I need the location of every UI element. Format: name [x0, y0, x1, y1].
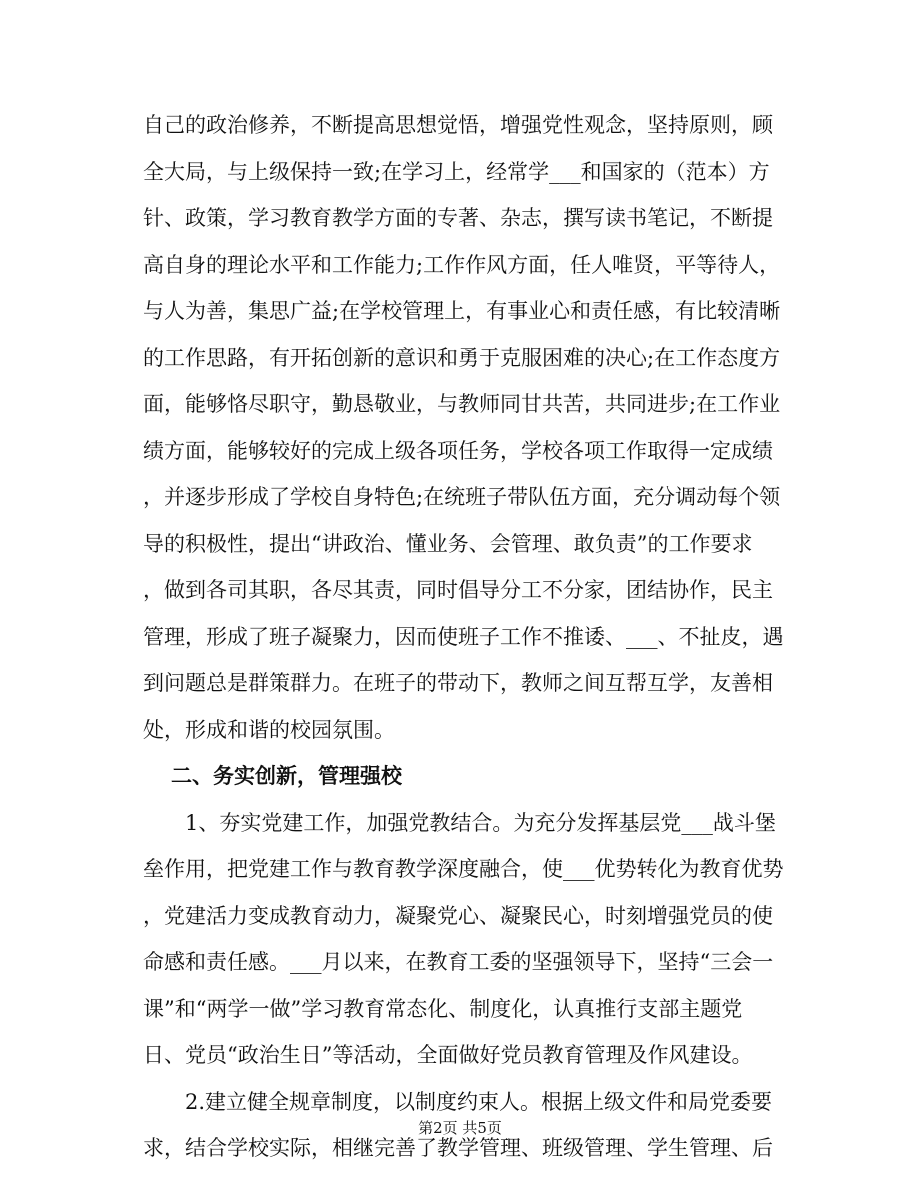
paragraph-line: 管理，形成了班子凝聚力，因而使班子工作不推诿、___、不扯皮，遇	[143, 624, 784, 649]
paragraph-line: 到问题总是群策群力。在班子的带动下，教师之间互帮互学，友善相	[143, 671, 773, 695]
paragraph-line: 日、党员“政治生日”等活动，全面做好党员教育管理及作风建设。	[143, 1043, 753, 1067]
paragraph-line: 求，结合学校实际，相继完善了教学管理、班级管理、学生管理、后	[143, 1136, 773, 1160]
document-body	[143, 102, 783, 1172]
paragraph-line: 1、夯实党建工作，加强党教结合。为充分发挥基层党___战斗堡	[185, 810, 776, 835]
paragraph-line: 2.建立健全规章制度，以制度约束人。根据上级文件和局党委要	[185, 1089, 773, 1114]
paragraph-line: 绩方面，能够较好的完成上级各项任务，学校各项工作取得一定成绩	[143, 438, 773, 463]
paragraph-line: 与人为善，集思广益;在学校管理上，有事业心和责任感，有比较清晰	[143, 299, 781, 323]
paragraph-line: 垒作用，把党建工作与教育教学深度融合，使___优势转化为教育优势	[143, 857, 784, 881]
paragraph-line: 面，能够恪尽职守，勤恳敬业，与教师同甘共苦，共同进步;在工作业	[143, 392, 781, 416]
paragraph-line: 命感和责任感。___月以来，在教育工委的坚强领导下，坚持“三会一	[143, 950, 774, 974]
page-footer: 第2页 共5页	[418, 1119, 502, 1137]
paragraph-line: 导的积极性，提出“讲政治、懂业务、会管理、敢负责”的工作要求	[143, 531, 753, 556]
section-heading: 二、务实创新，管理强校	[171, 764, 402, 788]
paragraph-line: 课”和“两学一做”学习教育常态化、制度化，认真推行支部主题党	[143, 996, 743, 1021]
paragraph-line: 全大局，与上级保持一致;在学习上，经常学___和国家的（范本）方	[143, 159, 770, 184]
paragraph-line: 处，形成和谐的校园氛围。	[143, 717, 395, 742]
paragraph-line: 自己的政治修养，不断提高思想觉悟，增强党性观念，坚持原则，顾	[143, 113, 773, 137]
paragraph-line: ，并逐步形成了学校自身特色;在统班子带队伍方面，充分调动每个领	[143, 485, 781, 509]
paragraph-line: ，做到各司其职，各尽其责，同时倡导分工不分家，团结协作，民主	[143, 578, 773, 602]
paragraph-line: 针、政策，学习教育教学方面的专著、杂志，撰写读书笔记，不断提	[143, 206, 773, 230]
paragraph-line: 高自身的理论水平和工作能力;工作作风方面，任人唯贤，平等待人，	[143, 252, 781, 277]
paragraph-line: ，党建活力变成教育动力，凝聚党心、凝聚民心，时刻增强党员的使	[143, 903, 773, 928]
paragraph-line: 的工作思路，有开拓创新的意识和勇于克服困难的决心;在工作态度方	[143, 345, 781, 370]
